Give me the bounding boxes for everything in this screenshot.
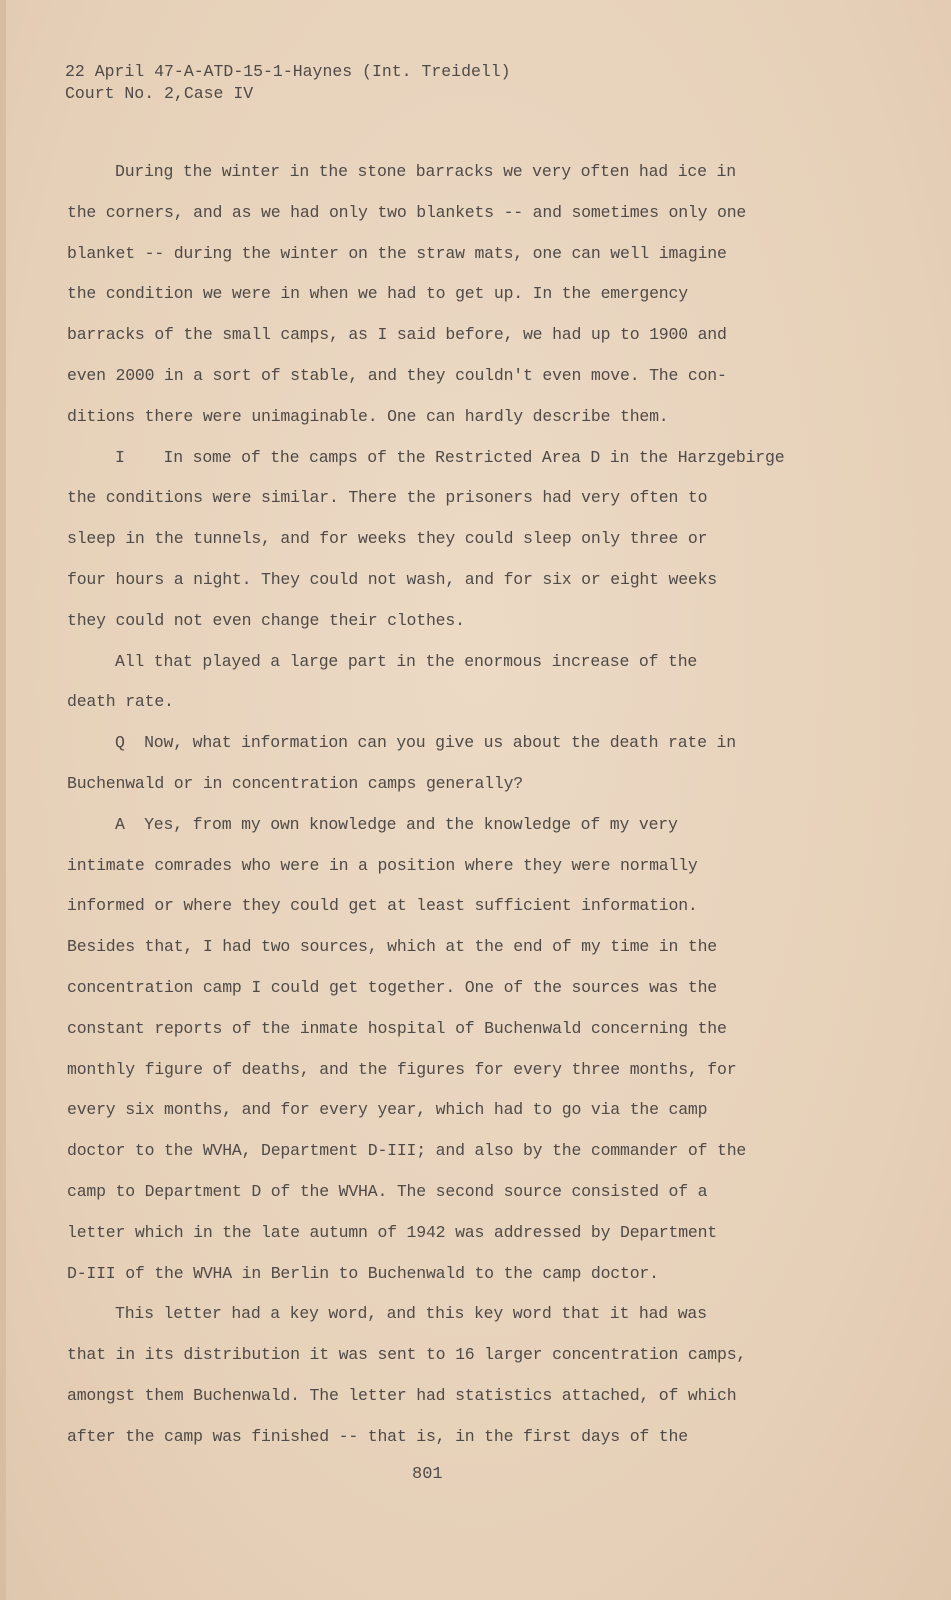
text-line: Buchenwald or in concentration camps generally?	[67, 773, 523, 793]
text-line: blanket -- during the winter on the straw mats, one can well imagine	[67, 243, 727, 263]
page-number: 801	[412, 1465, 443, 1484]
text-line: amongst them Buchenwald. The letter had statistics attached, of which	[67, 1385, 737, 1405]
text-line: even 2000 in a sort of stable, and they couldn't even move. The con-	[67, 365, 727, 385]
text-line: A Yes, from my own knowledge and the knowledge of my very	[115, 814, 678, 834]
text-line: All that played a large part in the enormous increase of the	[115, 651, 698, 671]
text-line: monthly figure of deaths, and the figures for every three months, for	[67, 1059, 737, 1079]
text-line: death rate.	[67, 692, 174, 712]
text-line: they could not even change their clothes.	[67, 610, 465, 630]
text-line: barracks of the small camps, as I said before, we had up to 1900 and	[67, 325, 727, 345]
text-line: Q Now, what information can you give us about the death rate in	[115, 733, 736, 753]
text-line: I In some of the camps of the Restricted Area D in the Harzgebirge	[115, 447, 785, 467]
header-line-1: 22 April 47-A-ATD-15-1-Haynes (Int. Treidell)	[65, 62, 511, 81]
text-line: ditions there were unimaginable. One can hardly describe them.	[67, 406, 669, 426]
text-line: the conditions were similar. There the prisoners had very often to	[67, 488, 708, 508]
header-line-2: Court No. 2,Case IV	[65, 84, 254, 103]
text-line: the condition we were in when we had to get up. In the emergency	[67, 284, 688, 304]
text-line: sleep in the tunnels, and for weeks they could sleep only three or	[67, 529, 708, 549]
text-line: camp to Department D of the WVHA. The second source consisted of a	[67, 1181, 708, 1201]
text-line: that in its distribution it was sent to 16 larger concentration camps,	[67, 1345, 747, 1365]
text-line: every six months, and for every year, which had to go via the camp	[67, 1100, 708, 1120]
text-line: This letter had a key word, and this key word that it had was	[115, 1304, 707, 1324]
text-line: intimate comrades who were in a position where they were normally	[67, 855, 698, 875]
text-line: informed or where they could get at least sufficient information.	[67, 896, 698, 916]
text-line: concentration camp I could get together. One of the sources was the	[67, 977, 718, 997]
text-line: Besides that, I had two sources, which at the end of my time in the	[67, 937, 718, 957]
page-edge	[0, 0, 6, 1600]
text-line: letter which in the late autumn of 1942 was addressed by Department	[67, 1222, 718, 1242]
document-body	[67, 160, 887, 1466]
text-line: constant reports of the inmate hospital of Buchenwald concerning the	[67, 1018, 727, 1038]
text-line: after the camp was finished -- that is, in the first days of the	[67, 1426, 688, 1446]
text-line: doctor to the WVHA, Department D-III; and also by the commander of the	[67, 1141, 747, 1161]
text-line: four hours a night. They could not wash, and for six or eight weeks	[67, 569, 718, 589]
text-line: During the winter in the stone barracks we very often had ice in	[115, 162, 736, 181]
text-line: the corners, and as we had only two blankets -- and sometimes only one	[67, 202, 747, 222]
text-line: D-III of the WVHA in Berlin to Buchenwald to the camp doctor.	[67, 1263, 659, 1283]
